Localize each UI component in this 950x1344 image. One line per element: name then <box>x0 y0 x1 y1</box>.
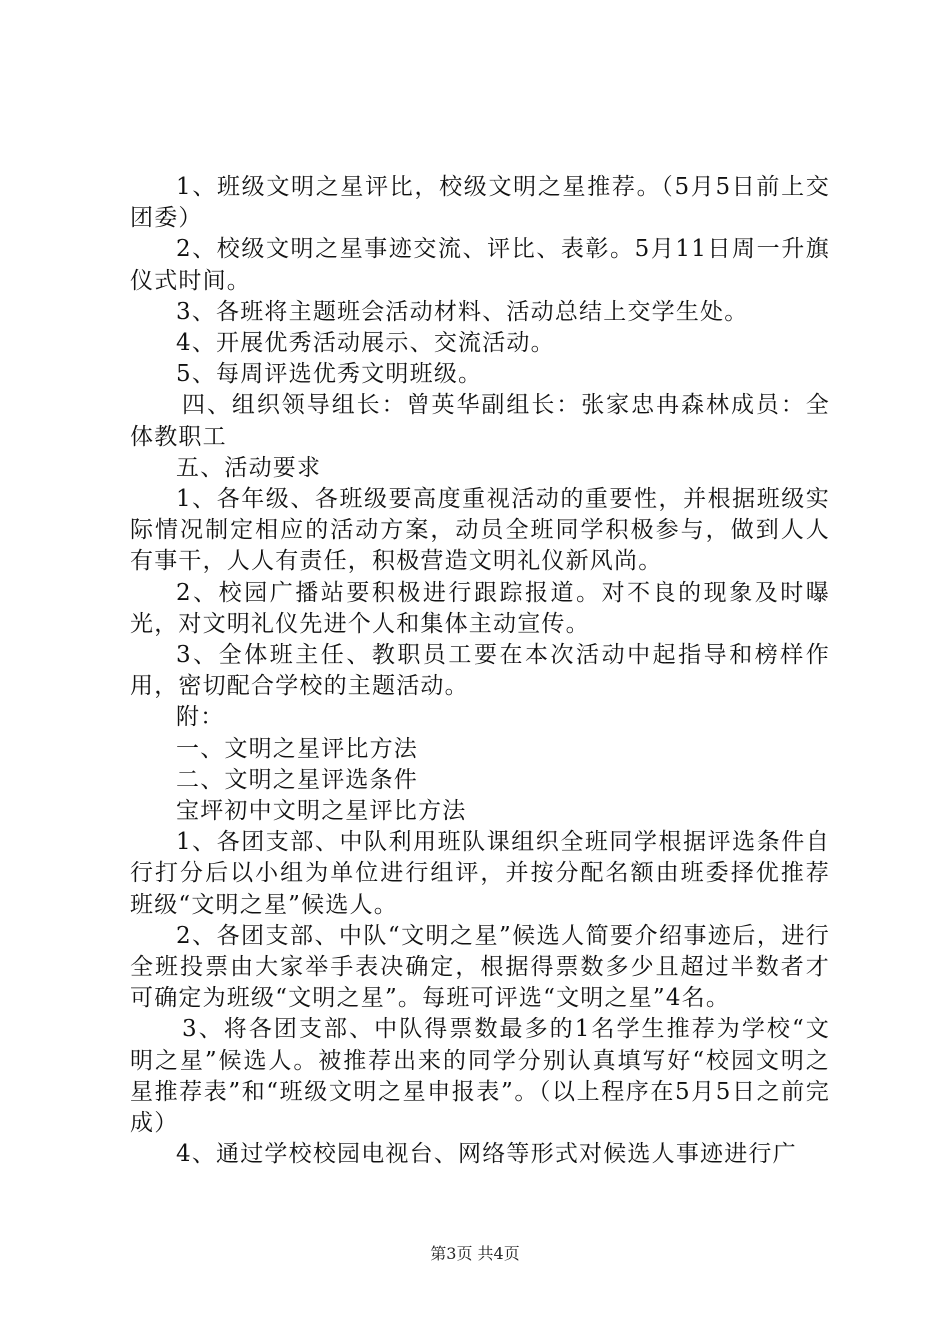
paragraph-4: 4、开展优秀活动展示、交流活动。 <box>176 330 555 357</box>
document-body <box>130 172 830 1171</box>
page-number-footer: 第3页 共4页 <box>430 1244 520 1263</box>
section-heading-organization: 四、组织领导组长：曾英华副组长：张家忠冉森林成员：全体教职工 <box>130 392 830 450</box>
appendix-label: 附： <box>176 704 225 731</box>
appendix-item-1: 一、文明之星评比方法 <box>176 735 418 762</box>
paragraph-method-1: 1、各团支部、中队利用班队课组织全班同学根据评选条件自行打分后以小组为单位进行组评，并按分配名额由班委择优推荐班级“文明之星”候选人。 <box>130 829 830 918</box>
paragraph-method-3: 3、将各团支部、中队得票数最多的1名学生推荐为学校“文明之星”候选人。被推荐出来的同学分别认真填写好“校园文明之星推荐表”和“班级文明之星申报表”。（以上程序在5月5日之前完成） <box>130 1016 830 1137</box>
paragraph-3: 3、各班将主题班会活动材料、活动总结上交学生处。 <box>176 298 749 325</box>
paragraph-method-4: 4、通过学校校园电视台、网络等形式对候选人事迹进行广 <box>176 1141 797 1168</box>
paragraph-requirement-3: 3、全体班主任、教职员工要在本次活动中起指导和榜样作用，密切配合学校的主题活动。 <box>130 642 830 700</box>
paragraph-requirement-1: 1、各年级、各班级要高度重视活动的重要性，并根据班级实际情况制定相应的活动方案，动员全班同学积极参与，做到人人有事干，人人有责任，积极营造文明礼仪新风尚。 <box>130 486 830 575</box>
section-heading-requirements: 五、活动要求 <box>176 454 322 481</box>
paragraph-requirement-2: 2、校园广播站要积极进行跟踪报道。对不良的现象及时曝光，对文明礼仪先进个人和集体主动宣传。 <box>130 579 830 637</box>
appendix-item-2: 二、文明之星评选条件 <box>176 766 418 793</box>
paragraph-2: 2、校级文明之星事迹交流、评比、表彰。5月11日周一升旗仪式时间。 <box>130 236 830 294</box>
paragraph-5: 5、每周评选优秀文明班级。 <box>176 361 483 388</box>
paragraph-1: 1、班级文明之星评比，校级文明之星推荐。（5月5日前上交团委） <box>130 174 830 232</box>
subsection-title: 宝坪初中文明之星评比方法 <box>176 798 467 825</box>
paragraph-method-2: 2、各团支部、中队“文明之星”候选人简要介绍事迹后，进行全班投票由大家举手表决确定，根据得票数多少且超过半数者才可确定为班级“文明之星”。每班可评选“文明之星”4名。 <box>130 922 830 1012</box>
